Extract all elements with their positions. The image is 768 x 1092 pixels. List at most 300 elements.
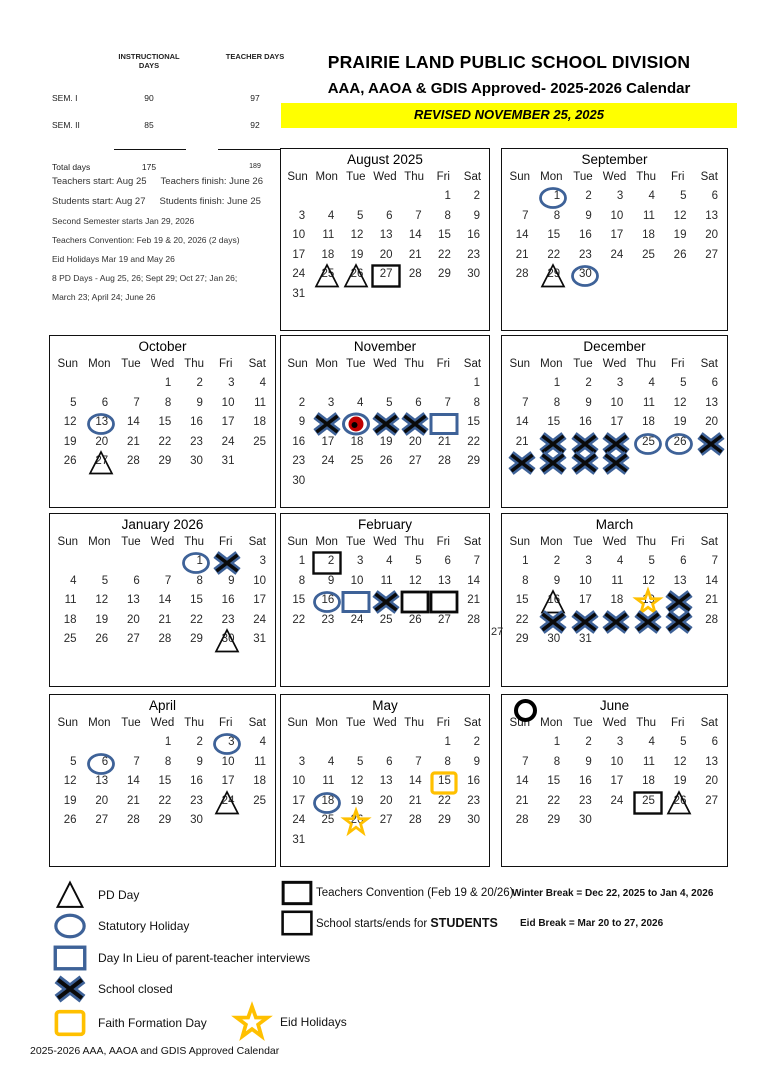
closed-mark-icon bbox=[312, 412, 342, 436]
day-cell bbox=[400, 208, 429, 228]
weekday-label: Tue bbox=[121, 358, 141, 370]
day-cell bbox=[312, 612, 341, 632]
day-cell bbox=[370, 754, 399, 774]
day-cell bbox=[84, 375, 116, 395]
day-cell bbox=[567, 375, 599, 395]
week-row bbox=[50, 375, 275, 395]
day-number: 22 bbox=[547, 794, 561, 807]
month-february bbox=[280, 513, 490, 687]
students-mark-icon bbox=[633, 791, 663, 815]
day-number: 10 bbox=[292, 229, 306, 241]
day-cell bbox=[458, 188, 487, 208]
day-number: 21 bbox=[126, 435, 140, 448]
day-cell bbox=[283, 573, 312, 593]
day-cell bbox=[429, 812, 458, 832]
week-row bbox=[50, 734, 275, 754]
day-cell bbox=[458, 612, 487, 632]
legend-label: Statutory Holiday bbox=[98, 919, 190, 933]
week-row bbox=[281, 208, 489, 228]
legend-item-lieu bbox=[50, 944, 310, 972]
stray-circle-mark bbox=[514, 699, 537, 722]
day-cell bbox=[115, 793, 147, 813]
week-row bbox=[281, 734, 489, 754]
closed-mark-icon bbox=[633, 610, 663, 634]
day-cell bbox=[662, 553, 694, 573]
day-number: 3 bbox=[585, 555, 592, 567]
day-number: 4 bbox=[327, 209, 335, 222]
day-number: 28 bbox=[408, 814, 422, 826]
legend-label: PD Day bbox=[98, 888, 140, 902]
day-number: 8 bbox=[164, 396, 172, 409]
day-number: 20 bbox=[379, 248, 393, 261]
day-cell bbox=[115, 395, 147, 415]
day-number: 19 bbox=[673, 775, 687, 787]
weekday-label: Thu bbox=[636, 717, 657, 729]
day-cell bbox=[599, 453, 631, 473]
day-number: 29 bbox=[190, 633, 203, 645]
day-number: 17 bbox=[292, 794, 306, 807]
day-cell bbox=[662, 631, 694, 651]
week-row bbox=[281, 612, 489, 632]
total-instructional: 175 bbox=[141, 162, 157, 172]
day-number: 10 bbox=[578, 574, 592, 587]
day-cell bbox=[147, 793, 179, 813]
day-number: 4 bbox=[327, 755, 335, 768]
pd-mark-icon bbox=[664, 791, 694, 815]
day-cell bbox=[241, 631, 273, 651]
day-number: 24 bbox=[321, 455, 335, 467]
day-cell bbox=[429, 553, 458, 573]
day-number: 28 bbox=[705, 613, 719, 626]
day-cell bbox=[458, 266, 487, 286]
week-row bbox=[281, 375, 489, 395]
note-text: Students finish: June 25 bbox=[159, 196, 261, 207]
week-row bbox=[281, 832, 489, 852]
day-cell bbox=[241, 734, 273, 754]
week-row bbox=[502, 208, 727, 228]
day-number: 21 bbox=[126, 794, 140, 807]
day-number: 2 bbox=[196, 377, 203, 389]
day-cell bbox=[429, 375, 458, 395]
stat-mark-icon bbox=[53, 912, 87, 940]
day-number: 13 bbox=[126, 594, 140, 606]
day-cell bbox=[599, 734, 631, 754]
day-cell bbox=[52, 734, 84, 754]
day-number: 28 bbox=[126, 814, 140, 826]
day-number: 23 bbox=[578, 248, 592, 261]
day-number: 10 bbox=[610, 755, 624, 768]
day-cell bbox=[504, 266, 536, 286]
day-number: 31 bbox=[578, 633, 592, 645]
lieu-mark-icon bbox=[53, 944, 87, 972]
day-number: 4 bbox=[648, 736, 655, 748]
day-number: 29 bbox=[158, 455, 172, 467]
day-cell bbox=[400, 434, 429, 454]
day-number: 1 bbox=[553, 736, 561, 748]
convention-mark-icon bbox=[281, 879, 313, 907]
day-cell bbox=[341, 453, 370, 473]
day-cell bbox=[429, 188, 458, 208]
week-row bbox=[281, 592, 489, 612]
weekday-label: Sat bbox=[248, 358, 266, 370]
day-number: 12 bbox=[95, 594, 109, 606]
day-cell bbox=[283, 812, 312, 832]
week-row bbox=[281, 188, 489, 208]
day-cell bbox=[312, 812, 341, 832]
day-number: 25 bbox=[379, 613, 393, 626]
day-number: 16 bbox=[578, 775, 592, 787]
day-number: 3 bbox=[228, 736, 235, 748]
day-number: 2 bbox=[473, 736, 480, 748]
day-number: 10 bbox=[221, 396, 235, 409]
day-number: 9 bbox=[553, 574, 561, 587]
day-cell bbox=[370, 286, 399, 306]
day-cell bbox=[52, 453, 84, 473]
day-cell bbox=[312, 434, 341, 454]
day-number: 17 bbox=[610, 775, 624, 787]
day-cell bbox=[400, 414, 429, 434]
weekday-label: Mon bbox=[540, 358, 563, 370]
day-number: 2 bbox=[585, 190, 592, 202]
weekday-label: Tue bbox=[121, 717, 141, 729]
day-number: 22 bbox=[292, 613, 306, 626]
day-cell bbox=[400, 812, 429, 832]
day-cell bbox=[241, 812, 273, 832]
day-number: 18 bbox=[321, 248, 335, 261]
day-cell bbox=[283, 395, 312, 415]
day-number: 5 bbox=[70, 396, 77, 409]
day-cell bbox=[210, 812, 242, 832]
day-cell bbox=[504, 375, 536, 395]
day-number: 21 bbox=[705, 594, 719, 606]
day-cell bbox=[370, 434, 399, 454]
day-cell bbox=[536, 754, 568, 774]
day-cell bbox=[458, 453, 487, 473]
instructional-days-header: INSTRUCTIONAL DAYS bbox=[118, 52, 180, 71]
legend-note: Winter Break = Dec 22, 2025 to Jan 4, 2026 bbox=[512, 887, 714, 899]
day-cell bbox=[458, 414, 487, 434]
day-cell bbox=[662, 375, 694, 395]
day-cell bbox=[147, 812, 179, 832]
day-number: 27 bbox=[379, 814, 393, 826]
day-number: 4 bbox=[616, 555, 624, 567]
day-number: 2 bbox=[298, 396, 306, 409]
day-cell bbox=[599, 208, 631, 228]
day-cell bbox=[400, 247, 429, 267]
week-row bbox=[502, 453, 727, 473]
day-cell bbox=[599, 188, 631, 208]
day-number: 11 bbox=[611, 574, 624, 587]
weekday-header-row bbox=[281, 358, 489, 375]
day-cell bbox=[567, 553, 599, 573]
month-november bbox=[280, 335, 490, 508]
weekday-header-row bbox=[502, 358, 727, 375]
day-number: 10 bbox=[610, 396, 624, 409]
day-number: 5 bbox=[415, 555, 422, 567]
month-title: October bbox=[138, 339, 187, 354]
day-cell bbox=[567, 734, 599, 754]
day-cell bbox=[178, 395, 210, 415]
day-cell bbox=[567, 812, 599, 832]
day-number: 18 bbox=[610, 594, 624, 606]
day-number: 11 bbox=[64, 594, 77, 606]
day-cell bbox=[662, 247, 694, 267]
weekday-label: Thu bbox=[404, 358, 425, 370]
day-number: 27 bbox=[95, 455, 109, 467]
day-cell bbox=[283, 754, 312, 774]
day-number: 20 bbox=[379, 794, 393, 807]
week-row bbox=[502, 612, 727, 632]
day-number: 5 bbox=[357, 755, 364, 768]
day-cell bbox=[312, 592, 341, 612]
day-number: 23 bbox=[221, 613, 235, 626]
day-cell bbox=[400, 773, 429, 793]
note-line bbox=[52, 196, 282, 207]
note-text: 8 PD Days - Aug 25, 26; Sept 29; Oct 27; Jan 26; bbox=[52, 273, 238, 283]
day-cell bbox=[147, 395, 179, 415]
day-cell bbox=[429, 453, 458, 473]
day-number: 26 bbox=[379, 455, 393, 467]
day-cell bbox=[84, 592, 116, 612]
day-number: 15 bbox=[467, 416, 480, 428]
weekday-label: Fri bbox=[670, 171, 685, 183]
day-number: 3 bbox=[298, 755, 306, 768]
weekday-label: Thu bbox=[184, 358, 205, 370]
day-cell bbox=[52, 793, 84, 813]
day-cell bbox=[312, 734, 341, 754]
day-cell bbox=[178, 631, 210, 651]
day-cell bbox=[504, 227, 536, 247]
convention-mark-icon bbox=[429, 590, 459, 614]
note-text: Teachers finish: June 26 bbox=[160, 176, 263, 187]
day-number: 28 bbox=[408, 268, 422, 280]
eid-mark-icon bbox=[232, 1005, 272, 1039]
day-cell bbox=[536, 553, 568, 573]
weekday-label: Mon bbox=[315, 171, 338, 183]
day-cell bbox=[693, 734, 725, 754]
day-cell bbox=[178, 734, 210, 754]
day-cell bbox=[283, 434, 312, 454]
month-title: March bbox=[595, 517, 634, 532]
day-number: 6 bbox=[133, 574, 140, 587]
day-cell bbox=[84, 812, 116, 832]
week-row bbox=[502, 631, 727, 651]
day-cell bbox=[504, 754, 536, 774]
weekday-label: Thu bbox=[636, 358, 657, 370]
week-row bbox=[50, 592, 275, 612]
day-number: 15 bbox=[158, 416, 172, 428]
day-cell bbox=[567, 612, 599, 632]
day-cell bbox=[283, 773, 312, 793]
legend-label: School starts/ends for STUDENTS bbox=[316, 916, 498, 930]
day-number: 19 bbox=[642, 594, 655, 606]
day-number: 4 bbox=[386, 555, 393, 567]
day-number: 12 bbox=[673, 755, 687, 768]
day-number: 24 bbox=[350, 613, 364, 626]
day-number: 18 bbox=[350, 435, 364, 448]
weekday-label: Tue bbox=[346, 536, 366, 548]
day-cell bbox=[341, 375, 370, 395]
day-cell bbox=[210, 754, 242, 774]
day-cell bbox=[504, 247, 536, 267]
closed-mark-icon bbox=[538, 451, 568, 475]
day-number: 29 bbox=[467, 455, 480, 467]
day-number: 5 bbox=[680, 736, 687, 748]
month-august-2025 bbox=[280, 148, 490, 331]
day-number: 3 bbox=[259, 555, 267, 567]
day-cell bbox=[599, 812, 631, 832]
day-number: 22 bbox=[190, 613, 203, 626]
weekday-header-row bbox=[281, 717, 489, 734]
day-number: 1 bbox=[444, 190, 451, 202]
weekday-label: Tue bbox=[573, 717, 593, 729]
month-december bbox=[501, 335, 728, 508]
day-cell bbox=[52, 573, 84, 593]
day-cell bbox=[115, 612, 147, 632]
day-cell bbox=[662, 208, 694, 228]
month-march bbox=[501, 513, 728, 687]
day-number: 5 bbox=[101, 574, 109, 587]
day-number: 3 bbox=[327, 396, 335, 409]
day-number: 11 bbox=[254, 755, 267, 768]
day-cell bbox=[662, 612, 694, 632]
day-cell bbox=[147, 434, 179, 454]
day-number: 21 bbox=[467, 594, 480, 606]
day-number: 2 bbox=[585, 377, 592, 389]
weekday-label: Thu bbox=[404, 717, 425, 729]
day-number: 30 bbox=[190, 814, 203, 826]
teacher-days-header: TEACHER DAYS bbox=[225, 52, 285, 61]
week-row bbox=[281, 414, 489, 434]
day-cell bbox=[662, 793, 694, 813]
day-number: 30 bbox=[292, 474, 306, 487]
sem2-label: SEM. II bbox=[52, 120, 80, 130]
day-number: 11 bbox=[322, 229, 335, 241]
day-number: 10 bbox=[350, 574, 364, 587]
day-number: 13 bbox=[379, 229, 393, 241]
day-cell bbox=[400, 592, 429, 612]
day-number: 23 bbox=[292, 455, 306, 467]
day-cell bbox=[458, 832, 487, 852]
day-number: 16 bbox=[578, 416, 592, 428]
day-number: 15 bbox=[190, 594, 203, 606]
day-cell bbox=[662, 395, 694, 415]
day-cell bbox=[178, 375, 210, 395]
day-number: 30 bbox=[578, 268, 592, 280]
day-cell bbox=[312, 553, 341, 573]
day-number: 22 bbox=[158, 794, 172, 807]
day-number: 3 bbox=[357, 555, 364, 567]
day-cell bbox=[241, 612, 273, 632]
day-number: 24 bbox=[253, 613, 267, 626]
day-cell bbox=[283, 553, 312, 573]
weekday-header-row bbox=[502, 717, 727, 734]
week-row bbox=[502, 553, 727, 573]
stat-mark-icon bbox=[633, 432, 663, 456]
day-cell bbox=[283, 247, 312, 267]
day-cell bbox=[283, 208, 312, 228]
day-number: 28 bbox=[515, 268, 529, 280]
note-line bbox=[52, 216, 282, 226]
closed-mark-icon bbox=[400, 412, 430, 436]
weekday-label: Wed bbox=[373, 536, 397, 548]
day-cell bbox=[312, 754, 341, 774]
pd-mark-icon bbox=[312, 264, 342, 288]
day-number: 7 bbox=[415, 755, 422, 768]
day-cell bbox=[429, 247, 458, 267]
day-cell bbox=[178, 414, 210, 434]
day-cell bbox=[567, 631, 599, 651]
note-text: Teachers Convention: Feb 19 & 20, 2026 (2 days) bbox=[52, 235, 240, 245]
day-cell bbox=[504, 631, 536, 651]
weekday-label: Sun bbox=[57, 536, 79, 548]
day-number: 14 bbox=[408, 229, 422, 241]
day-number: 5 bbox=[680, 190, 687, 202]
weekday-label: Fri bbox=[218, 717, 233, 729]
day-cell bbox=[458, 473, 487, 493]
weekday-label: Fri bbox=[436, 358, 450, 370]
weekday-label: Mon bbox=[88, 717, 111, 729]
day-number: 7 bbox=[444, 396, 451, 409]
day-cell bbox=[341, 473, 370, 493]
day-number: 26 bbox=[350, 814, 364, 826]
day-cell bbox=[458, 208, 487, 228]
eid-mark-icon bbox=[341, 810, 371, 834]
day-number: 6 bbox=[711, 190, 719, 202]
day-cell bbox=[341, 266, 370, 286]
day-cell bbox=[429, 592, 458, 612]
weekday-label: Thu bbox=[636, 171, 657, 183]
day-cell bbox=[241, 573, 273, 593]
day-number: 8 bbox=[444, 755, 451, 768]
day-cell bbox=[429, 414, 458, 434]
weekday-header-row bbox=[502, 536, 727, 553]
day-number: 23 bbox=[190, 435, 203, 448]
day-cell bbox=[341, 414, 370, 434]
closed-mark-icon bbox=[570, 451, 600, 475]
day-number: 31 bbox=[253, 633, 267, 645]
day-cell bbox=[458, 573, 487, 593]
note-line bbox=[52, 254, 282, 264]
day-cell bbox=[458, 754, 487, 774]
weekday-label: Wed bbox=[602, 717, 627, 729]
day-number: 16 bbox=[321, 594, 335, 606]
day-number: 19 bbox=[350, 248, 364, 261]
day-cell bbox=[504, 592, 536, 612]
students-mark-icon bbox=[371, 264, 401, 288]
day-cell bbox=[429, 227, 458, 247]
day-cell bbox=[630, 612, 662, 632]
stat-mark-icon bbox=[570, 264, 600, 288]
day-cell bbox=[241, 754, 273, 774]
closed-mark-icon bbox=[538, 610, 568, 634]
day-cell bbox=[599, 395, 631, 415]
day-cell bbox=[283, 592, 312, 612]
day-cell bbox=[400, 754, 429, 774]
day-number: 16 bbox=[578, 229, 592, 241]
day-number: 20 bbox=[95, 435, 109, 448]
day-cell bbox=[283, 227, 312, 247]
day-number: 9 bbox=[228, 574, 235, 587]
day-cell bbox=[341, 612, 370, 632]
day-cell bbox=[630, 208, 662, 228]
day-cell bbox=[52, 414, 84, 434]
day-cell bbox=[312, 208, 341, 228]
day-cell bbox=[536, 812, 568, 832]
day-number: 21 bbox=[515, 794, 529, 807]
weekday-label: Mon bbox=[88, 536, 111, 548]
day-number: 12 bbox=[408, 574, 422, 587]
